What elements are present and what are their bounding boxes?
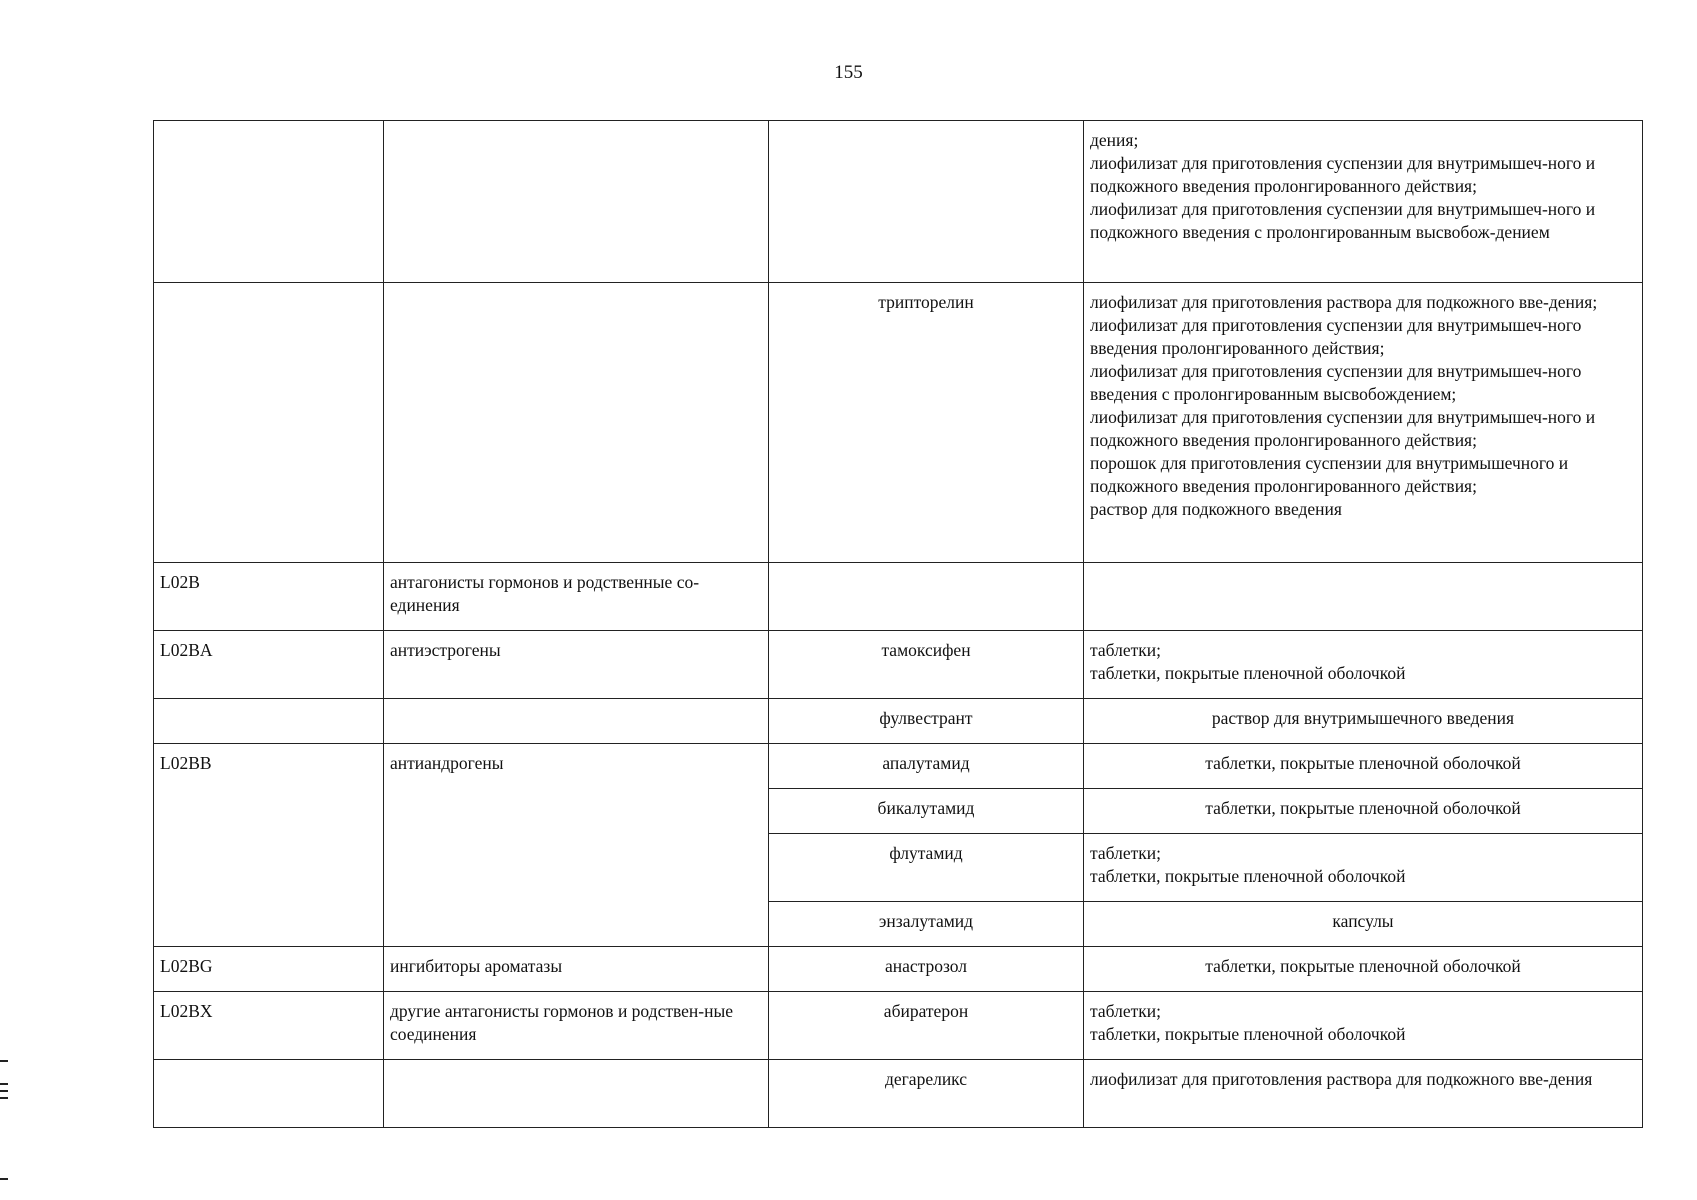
- dosage-form-cell: [1084, 121, 1643, 283]
- dosage-form-line: таблетки, покрытые пленочной оболочкой: [1205, 956, 1521, 976]
- drug-name-cell: тамоксифен: [769, 631, 1084, 699]
- drug-name-cell: [769, 563, 1084, 631]
- dosage-form-cell: [1084, 283, 1643, 563]
- drug-name-cell: абиратерон: [769, 992, 1084, 1060]
- atc-group-cell: [384, 699, 769, 744]
- atc-code-cell: [154, 699, 384, 744]
- dosage-form-line: таблетки, покрытые пленочной оболочкой: [1205, 798, 1521, 818]
- dosage-form-line: лиофилизат для приготовления суспензии для внутримышеч-ного и подкожного введения с пролонгированным высвобож-дением: [1090, 199, 1596, 242]
- dosage-form-line: дения;: [1090, 130, 1139, 150]
- dosage-form-line: таблетки;: [1090, 640, 1161, 660]
- dosage-form-line: лиофилизат для приготовления раствора для подкожного вве-дения;: [1090, 292, 1598, 312]
- atc-code-cell: [154, 121, 384, 283]
- dosage-form-line: капсулы: [1332, 911, 1394, 931]
- margin-mark: [0, 1060, 8, 1062]
- drug-table: [153, 120, 1643, 1128]
- table-row: [154, 699, 1643, 744]
- margin-mark: [0, 1090, 8, 1092]
- dosage-form-line: таблетки, покрытые пленочной оболочкой: [1090, 866, 1406, 886]
- drug-name-cell: [769, 121, 1084, 283]
- dosage-form-line: таблетки, покрытые пленочной оболочкой: [1090, 663, 1406, 683]
- dosage-form-cell: [1084, 699, 1643, 744]
- table-row: [154, 563, 1643, 631]
- dosage-form-line: таблетки;: [1090, 1001, 1161, 1021]
- drug-name-cell: флутамид: [769, 834, 1084, 902]
- dosage-form-line: таблетки;: [1090, 843, 1161, 863]
- drug-name-cell: дегареликс: [769, 1060, 1084, 1128]
- dosage-form-cell: [1084, 1060, 1643, 1128]
- dosage-form-line: лиофилизат для приготовления суспензии для внутримышеч-ного введения пролонгированного действия;: [1090, 315, 1582, 358]
- atc-group-cell: [384, 283, 769, 563]
- dosage-form-cell: [1084, 834, 1643, 902]
- drug-name-cell: анастрозол: [769, 947, 1084, 992]
- dosage-form-line: раствор для подкожного введения: [1090, 499, 1342, 519]
- dosage-form-cell: [1084, 947, 1643, 992]
- atc-group-cell: антагонисты гормонов и родственные со-единения: [384, 563, 769, 631]
- drug-name-cell: фулвестрант: [769, 699, 1084, 744]
- drug-name-cell: апалутамид: [769, 744, 1084, 789]
- dosage-form-cell: [1084, 744, 1643, 789]
- drug-name-cell: бикалутамид: [769, 789, 1084, 834]
- dosage-form-cell: [1084, 789, 1643, 834]
- atc-code-cell: L02BX: [154, 992, 384, 1060]
- atc-group-cell: другие антагонисты гормонов и родствен-ные соединения: [384, 992, 769, 1060]
- drug-name-cell: трипторелин: [769, 283, 1084, 563]
- atc-group-cell: [384, 121, 769, 283]
- atc-group-cell: [384, 1060, 769, 1128]
- table-row: [154, 992, 1643, 1060]
- dosage-form-line: порошок для приготовления суспензии для внутримышечного и подкожного введения пролонгированного действия;: [1090, 453, 1569, 496]
- margin-mark: [0, 1083, 8, 1085]
- table-row: [154, 631, 1643, 699]
- dosage-form-line: лиофилизат для приготовления раствора для подкожного вве-дения: [1090, 1069, 1593, 1089]
- atc-code-cell: [154, 283, 384, 563]
- drug-name-cell: энзалутамид: [769, 902, 1084, 947]
- atc-code-cell: L02BA: [154, 631, 384, 699]
- dosage-form-cell: [1084, 902, 1643, 947]
- dosage-form-cell: [1084, 563, 1643, 631]
- atc-group-cell: антиэстрогены: [384, 631, 769, 699]
- margin-mark: [0, 1097, 8, 1099]
- dosage-form-line: раствор для внутримышечного введения: [1211, 708, 1515, 728]
- margin-mark: [0, 1178, 8, 1180]
- table-row: [154, 283, 1643, 563]
- dosage-form-cell: [1084, 631, 1643, 699]
- atc-code-cell: [154, 1060, 384, 1128]
- table-row: [154, 121, 1643, 283]
- dosage-form-cell: [1084, 992, 1643, 1060]
- dosage-form-line: лиофилизат для приготовления суспензии для внутримышеч-ного введения с пролонгированным высвобождением;: [1090, 361, 1582, 404]
- table-row: [154, 1060, 1643, 1128]
- atc-code-cell: L02BB: [154, 744, 384, 947]
- page-number: 155: [834, 62, 863, 83]
- dosage-form-line: таблетки, покрытые пленочной оболочкой: [1205, 753, 1521, 773]
- table-row: [154, 744, 1643, 789]
- dosage-form-line: таблетки, покрытые пленочной оболочкой: [1090, 1024, 1406, 1044]
- atc-group-cell: ингибиторы ароматазы: [384, 947, 769, 992]
- atc-code-cell: L02B: [154, 563, 384, 631]
- atc-group-cell: антиандрогены: [384, 744, 769, 947]
- table-row: [154, 947, 1643, 992]
- dosage-form-line: лиофилизат для приготовления суспензии для внутримышеч-ного и подкожного введения пролонгированного действия;: [1090, 153, 1596, 196]
- atc-code-cell: L02BG: [154, 947, 384, 992]
- dosage-form-line: лиофилизат для приготовления суспензии для внутримышеч-ного и подкожного введения пролонгированного действия;: [1090, 407, 1596, 450]
